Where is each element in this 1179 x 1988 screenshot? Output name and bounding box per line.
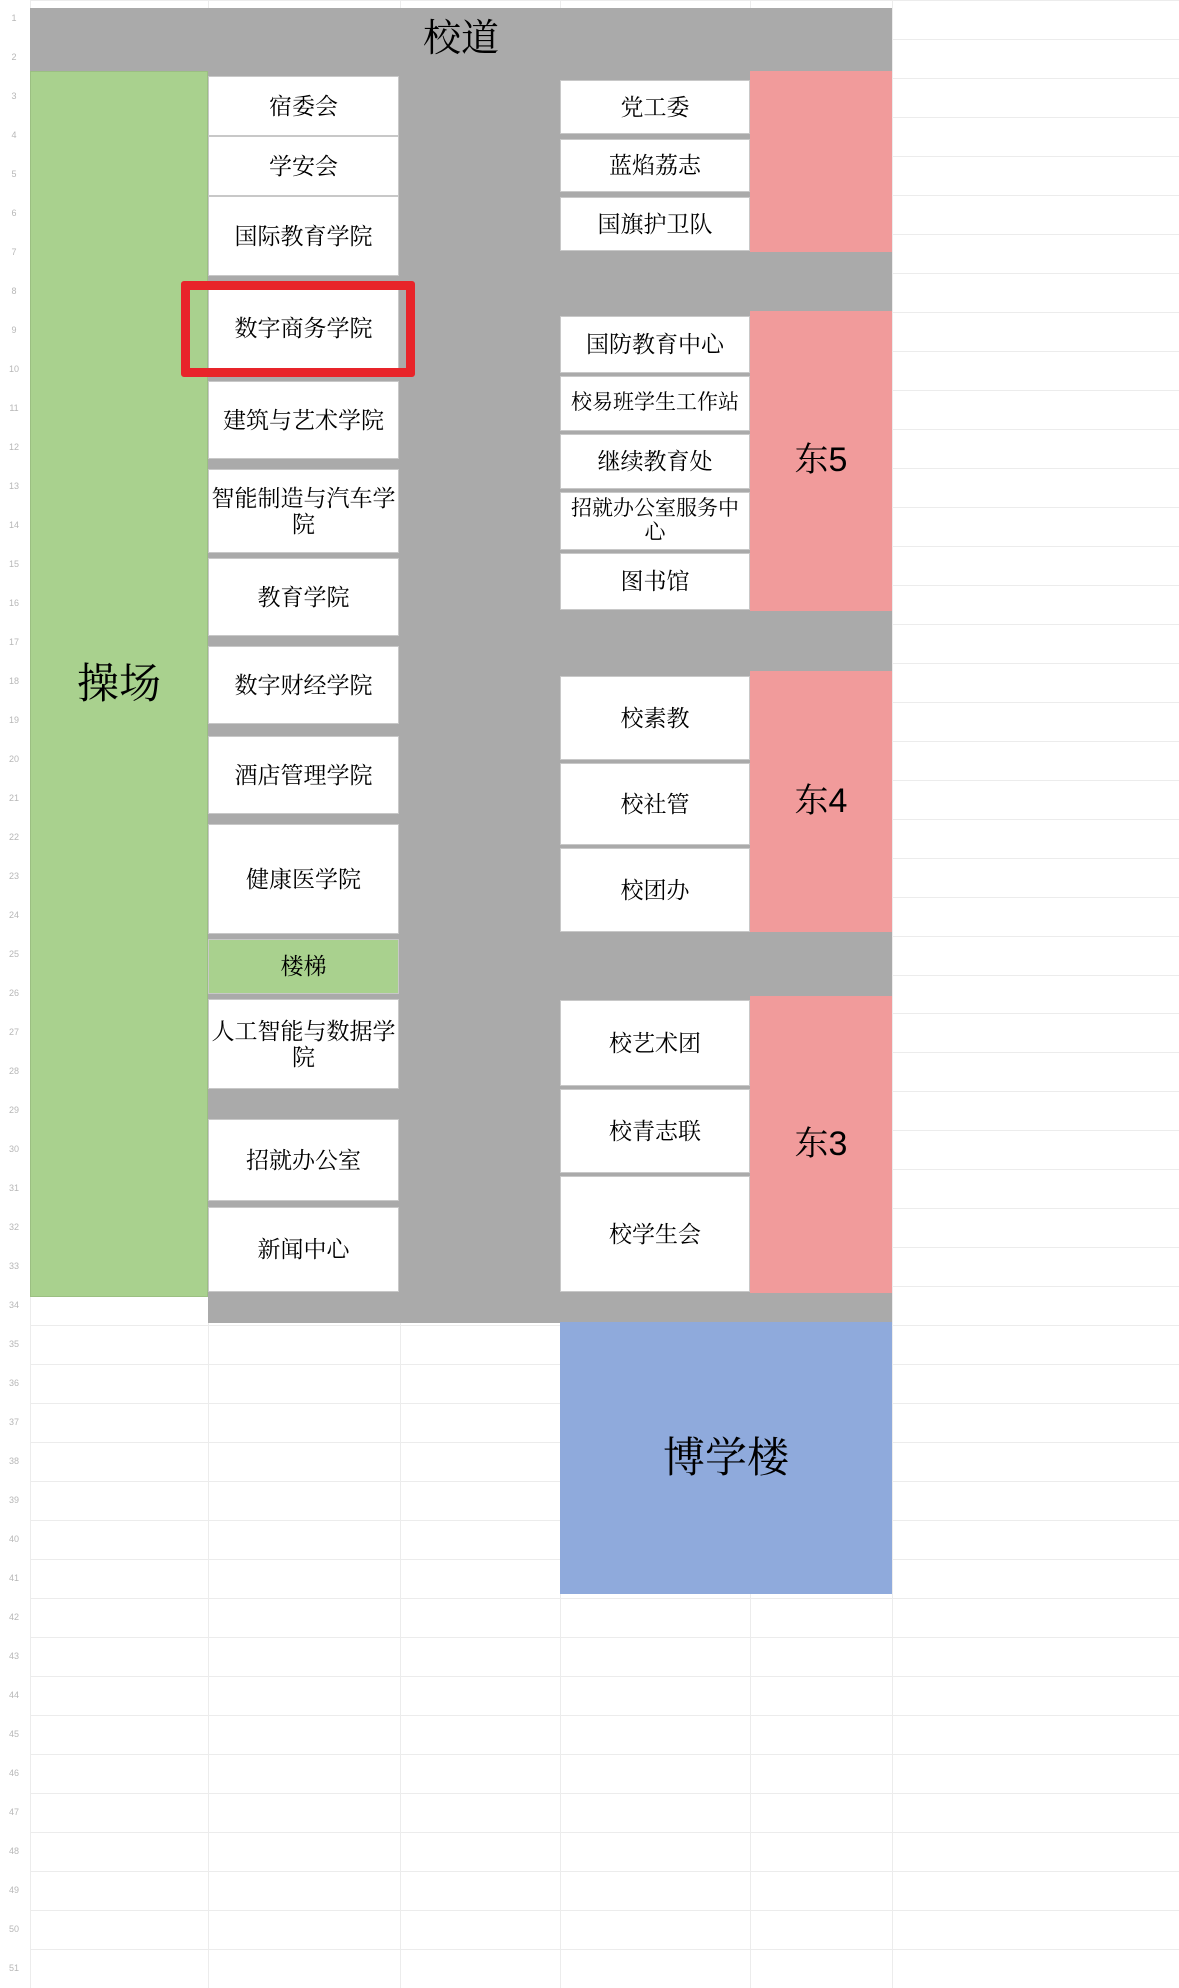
- row-number: 47: [8, 1806, 19, 1817]
- room-health-medicine[interactable]: 健康医学院: [208, 824, 399, 934]
- grid-line: [30, 1754, 1179, 1755]
- row-number: 44: [8, 1689, 19, 1700]
- grid-line: [30, 1793, 1179, 1794]
- grid-line: [30, 1949, 1179, 1950]
- row-number: 33: [8, 1260, 19, 1271]
- row-number: 9: [11, 325, 17, 336]
- row-number: 38: [8, 1455, 19, 1466]
- room-digital-finance[interactable]: 数字财经学院: [208, 646, 399, 724]
- room-digital-business[interactable]: 数字商务学院: [208, 286, 399, 371]
- room-intelligent-manufacturing[interactable]: 智能制造与汽车学院: [208, 469, 399, 553]
- room-architecture-art[interactable]: 建筑与艺术学院: [208, 381, 399, 459]
- grid-line: [30, 1910, 1179, 1911]
- room-art-troupe[interactable]: 校艺术团: [560, 1000, 750, 1086]
- grid-vline: [892, 0, 893, 1988]
- row-number: 32: [8, 1221, 19, 1232]
- row-number: 13: [8, 481, 19, 492]
- grid-line: [30, 1637, 1179, 1638]
- row-number: 34: [8, 1299, 19, 1310]
- row-number: 37: [8, 1416, 19, 1427]
- room-xiaoshe-guan[interactable]: 校社管: [560, 763, 750, 845]
- room-news-center[interactable]: 新闻中心: [208, 1207, 399, 1292]
- row-number: 49: [8, 1884, 19, 1895]
- row-number: 25: [8, 949, 19, 960]
- row-number: 6: [11, 208, 17, 219]
- row-number: 16: [8, 598, 19, 609]
- row-number: 30: [8, 1143, 19, 1154]
- room-xiaosujiao[interactable]: 校素教: [560, 676, 750, 760]
- row-number: 2: [11, 52, 17, 63]
- room-xueanhui[interactable]: 学安会: [208, 136, 399, 196]
- room-student-union[interactable]: 校学生会: [560, 1176, 750, 1292]
- row-number: 48: [8, 1845, 19, 1856]
- room-recruitment-office[interactable]: 招就办公室: [208, 1119, 399, 1201]
- room-library[interactable]: 图书馆: [560, 553, 750, 610]
- row-number: 1: [11, 13, 17, 24]
- row-number: 7: [11, 247, 17, 258]
- row-number: 19: [8, 715, 19, 726]
- room-flag-guard[interactable]: 国旗护卫队: [560, 197, 750, 251]
- row-number: 39: [8, 1494, 19, 1505]
- room-defense-education[interactable]: 国防教育中心: [560, 316, 750, 373]
- row-number: 42: [8, 1611, 19, 1622]
- grid-line: [30, 1715, 1179, 1716]
- row-number: 36: [8, 1377, 19, 1388]
- row-number: 29: [8, 1104, 19, 1115]
- row-number: 15: [8, 559, 19, 570]
- row-number: 23: [8, 871, 19, 882]
- top-road-label: 校道: [30, 8, 892, 71]
- row-number: 21: [8, 793, 19, 804]
- row-number: 22: [8, 832, 19, 843]
- row-number: 5: [11, 169, 17, 180]
- row-number: 10: [8, 364, 19, 375]
- room-lanyan-lizhi[interactable]: 蓝焰荔志: [560, 139, 750, 192]
- east-block-top: [750, 71, 892, 252]
- grid-line: [30, 1598, 1179, 1599]
- boxue-building-label: 博学楼: [560, 1322, 892, 1594]
- row-number: 18: [8, 676, 19, 687]
- row-number: 8: [11, 286, 17, 297]
- row-number: 41: [8, 1572, 19, 1583]
- row-number: 12: [8, 442, 19, 453]
- stairs-label: 楼梯: [208, 939, 399, 994]
- row-number: 11: [9, 403, 19, 414]
- row-number: 35: [8, 1338, 19, 1349]
- row-number: 26: [8, 988, 19, 998]
- row-number: 45: [8, 1728, 19, 1739]
- row-number: 20: [8, 754, 19, 765]
- room-recruitment-service-center[interactable]: 招就办公室服务中心: [560, 492, 750, 550]
- grid-line: [30, 0, 1179, 1]
- row-number: 4: [11, 130, 17, 141]
- room-international-education[interactable]: 国际教育学院: [208, 196, 399, 276]
- grid-line: [30, 1676, 1179, 1677]
- room-party-committee[interactable]: 党工委: [560, 80, 750, 134]
- row-number: 51: [8, 1962, 19, 1973]
- grid-line: [30, 1871, 1179, 1872]
- room-youth-volunteer[interactable]: 校青志联: [560, 1089, 750, 1173]
- row-number: 43: [8, 1650, 19, 1661]
- grid-line: [30, 1832, 1179, 1833]
- room-xiaoyiban-workstation[interactable]: 校易班学生工作站: [560, 376, 750, 431]
- east-block-5-label: 东5: [750, 311, 892, 611]
- row-number: 46: [8, 1767, 19, 1778]
- room-sukuwei[interactable]: 宿委会: [208, 76, 399, 136]
- row-number: 3: [11, 91, 17, 102]
- room-hotel-management[interactable]: 酒店管理学院: [208, 736, 399, 814]
- row-number: 14: [8, 520, 19, 531]
- room-education[interactable]: 教育学院: [208, 558, 399, 636]
- east-block-3-label: 东3: [750, 996, 892, 1293]
- row-number: 24: [8, 910, 19, 921]
- row-number: 27: [8, 1026, 19, 1037]
- playground-label: 操场: [30, 71, 208, 1297]
- east-block-4-label: 东4: [750, 671, 892, 932]
- room-continuing-education[interactable]: 继续教育处: [560, 434, 750, 489]
- room-ai-data[interactable]: 人工智能与数据学院: [208, 999, 399, 1089]
- room-youth-league-office[interactable]: 校团办: [560, 848, 750, 932]
- row-number: 17: [8, 637, 19, 648]
- row-number: 40: [8, 1533, 19, 1544]
- row-number: 50: [8, 1923, 19, 1934]
- row-number: 31: [8, 1182, 19, 1193]
- row-number: 28: [8, 1065, 19, 1076]
